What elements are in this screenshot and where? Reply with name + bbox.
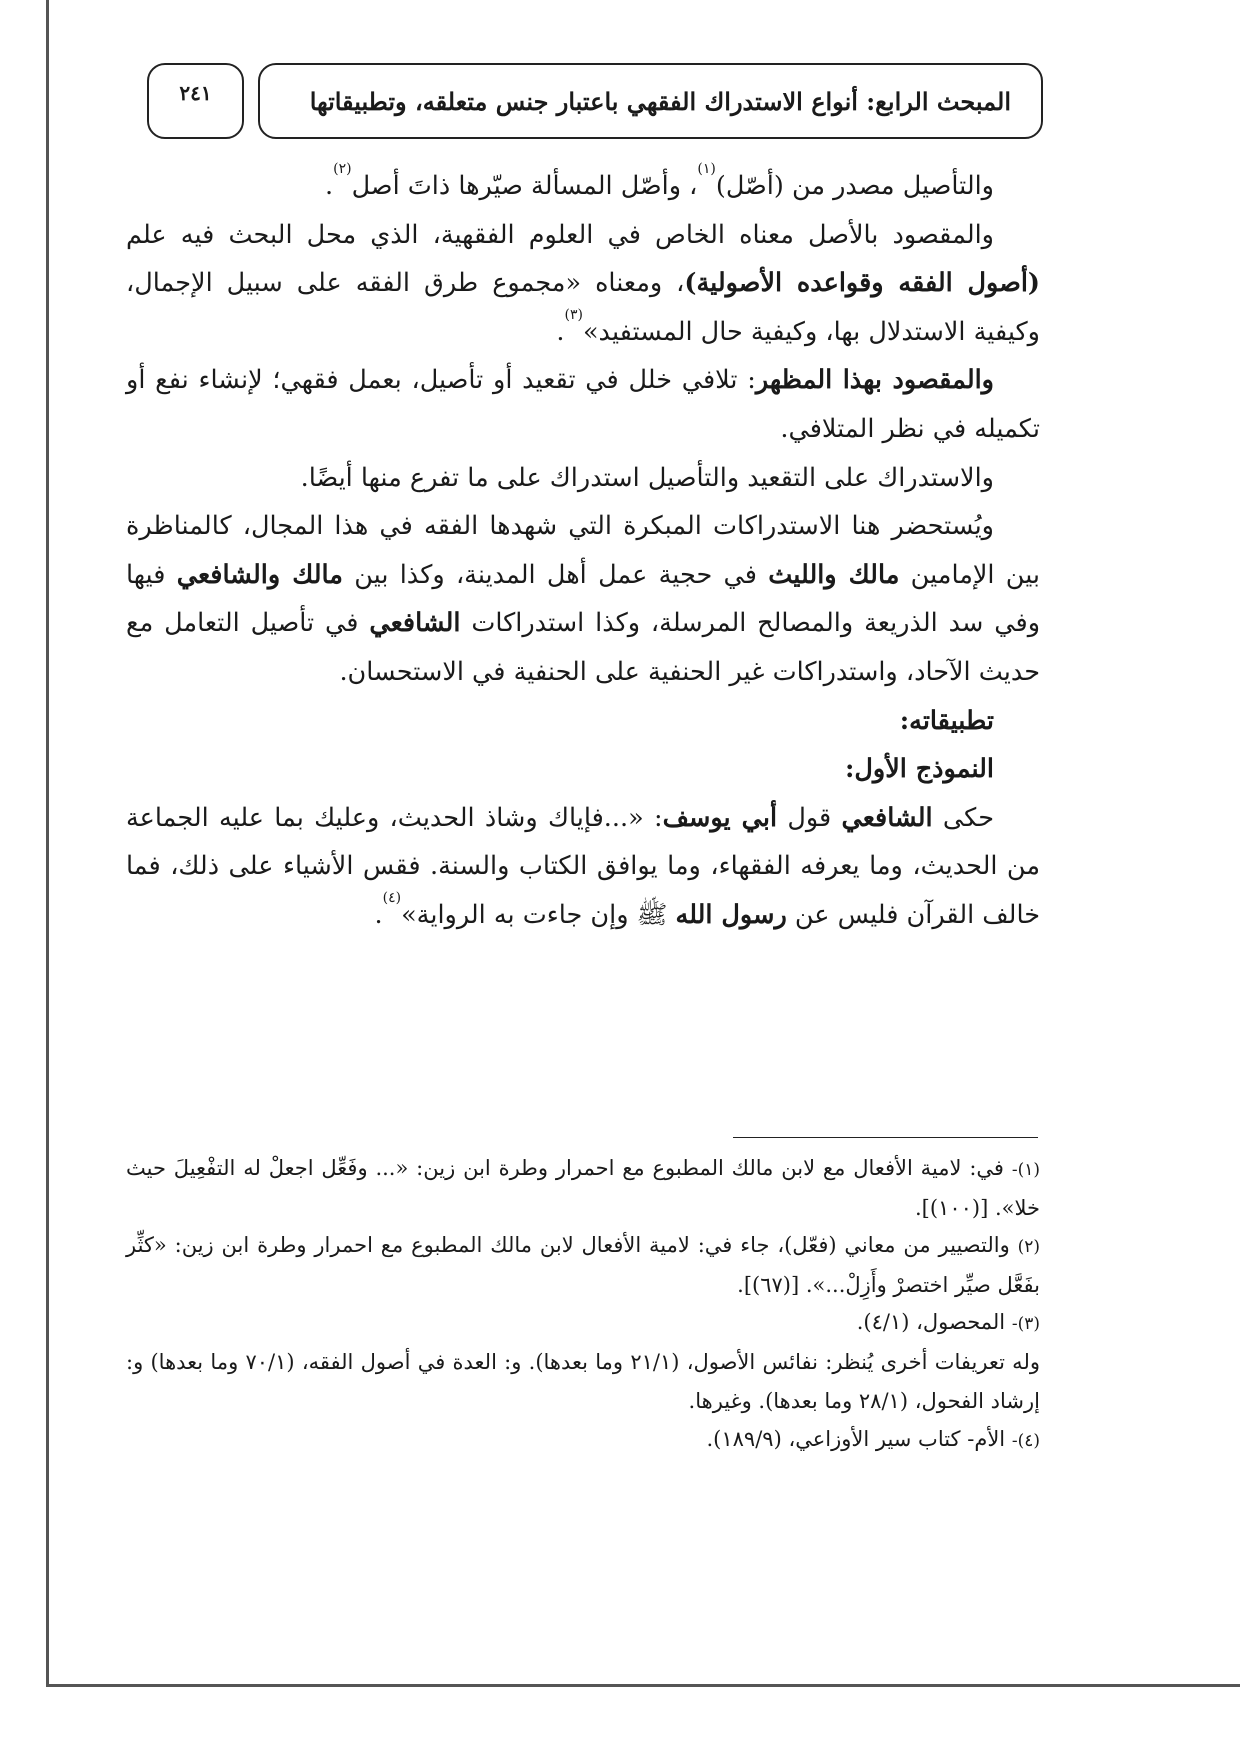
page-number-box [147,63,244,139]
chapter-title: المبحث الرابع: أنواع الاستدراك الفقهي باعتبار جنس متعلقه، وتطبيقاتها [309,86,1011,116]
footnote-number: (٤)- [1011,1430,1040,1451]
footnote-number: (١)- [1011,1160,1040,1180]
footnote-separator [733,1137,1038,1138]
footnote: (٣)- المحصول، (٤/١). [856,1310,1040,1334]
main-text [126,162,1040,940]
footnote: (٢) والتصيير من معاني (فعّل)، جاء في: لامية الأفعال لابن مالك المطبوع مع احمرار وطرة ابن زين: «كثِّر بفَعَّل صيِّر اختصرْ وأَزِلْ...». [(٦٧)]. [126,1233,1040,1297]
section-heading: تطبيقاته: [899,705,994,736]
footnote-ref: (٢) [333,161,352,177]
paragraph: حكى الشافعي قول أبي يوسف: «...فإياك وشاذ الحديث، وعليك بما عليه الجماعة من الحديث، وما يعرفه الفقهاء، وما يوافق الكتاب والسنة. فقس الأشياء على ذلك، فما خالف القرآن فليس عن رسول الله ﷺ وإن جاءت به الرواية»$^{(٤)}$. [126,802,1040,930]
paragraph: والتأصيل مصدر من (أصّل)$^{(١)}$، وأصّل المسألة صيّرها ذاتَ أصل$^{(٢)}$. [325,161,994,201]
page-number: ٢٤١ [179,81,212,105]
footnote-ref: (٣) [564,306,583,323]
footnote-ref: (١) [697,161,716,177]
footnote: وله تعريفات أخرى يُنظر: نفائس الأصول، (٢١/١ وما بعدها). و: العدة في أصول الفقه، (٧٠/١ وما بعدها) و: إرشاد الفحول، (٢٨/١ وما بعدها). وغيرها. [126,1349,1040,1413]
footnote: (١)- في: لامية الأفعال مع لابن مالك المطبوع مع احمرار وطرة ابن زين: «... وفَعِّل اجعلْ له التفْعِيلَ حيث خلا». [(١٠٠)]. [126,1156,1040,1220]
paragraph: والمقصود بالأصل معناه الخاص في العلوم الفقهية، الذي محل البحث فيه علم (أصول الفقه وقواعده الأصولية)، ومعناه «مجموع طرق الفقه على سبيل الإجمال، وكيفية الاستدلال بها، وكيفية حال المستفيد»$^{(٣)}$. [126,219,1040,347]
footnote-number: (٢) [1017,1237,1040,1257]
paragraph: والمقصود بهذا المظهر: تلافي خلل في تقعيد أو تأصيل، بعمل فقهي؛ لإنشاء نفع أو تكميله في نظر المتلافي. [126,365,1040,444]
footnote: (٤)- الأم- كتاب سير الأوزاعي، (١٨٩/٩). [706,1426,1040,1451]
paragraph: ويُستحضر هنا الاستدراكات المبكرة التي شهدها الفقه في هذا المجال، كالمناظرة بين الإمامين مالك والليث في حجية عمل أهل المدينة، وكذا بين مالك والشافعي فيها وفي سد الذريعة والمصالح المرسلة، وكذا استدراكات الشافعي في تأصيل التعامل مع حديث الآحاد، واستدراكات غير الحنفية على الحنفية في الاستحسان. [126,511,1041,687]
chapter-header [258,63,1043,139]
footnotes [126,1150,1040,1460]
paragraph: والاستدراك على التقعيد والتأصيل استدراك على ما تفرع منها أيضًا. [300,462,994,493]
footnote-number: (٣)- [1011,1314,1040,1334]
footnote-ref: (٤) [382,889,402,906]
section-heading: النموذج الأول: [844,754,994,785]
